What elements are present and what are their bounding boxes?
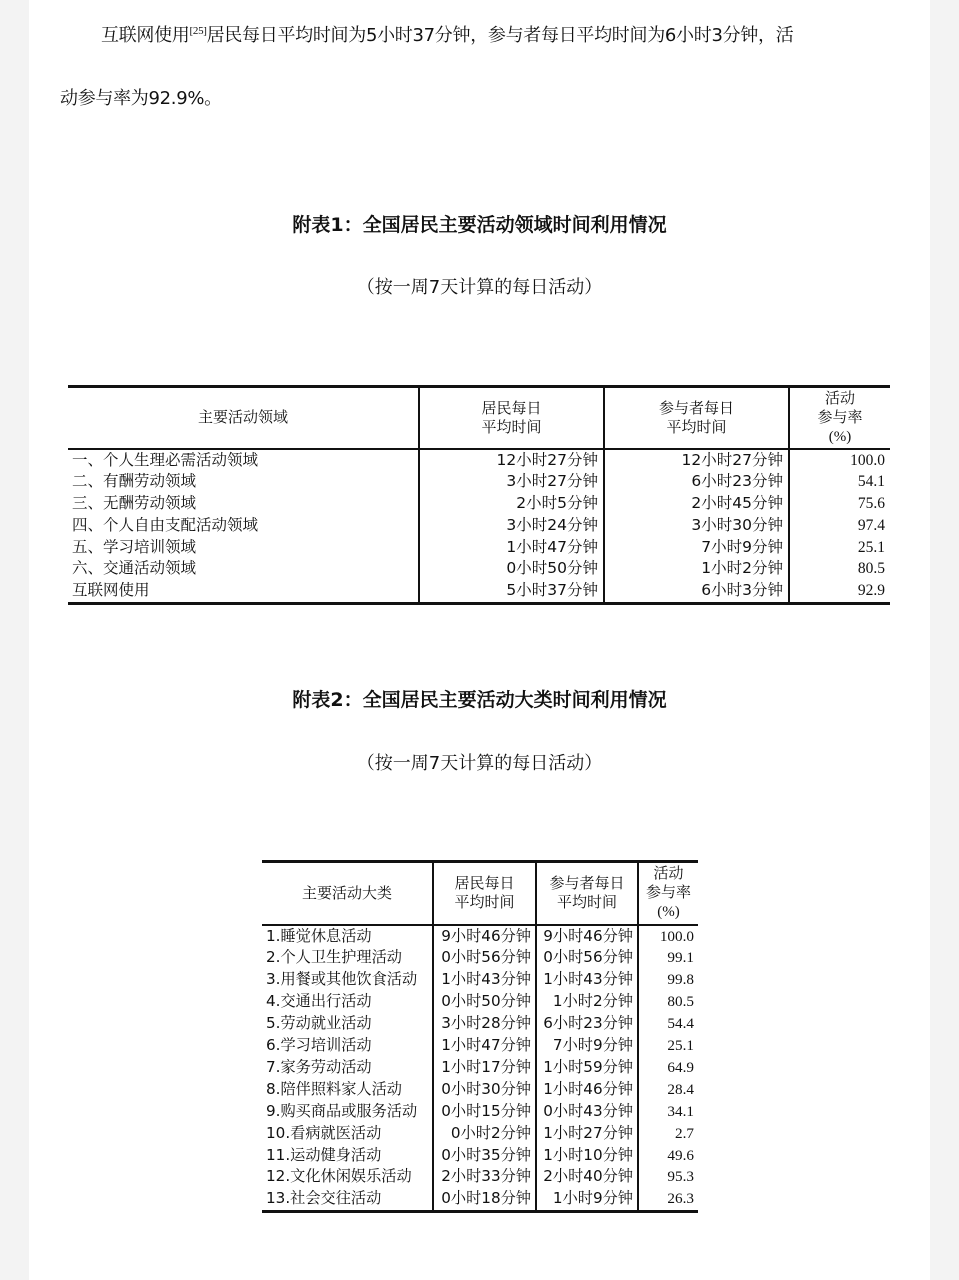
rate-cell: 75.6 — [789, 493, 890, 515]
table2-title: 附表2：全国居民主要活动大类时间利用情况 — [292, 689, 667, 711]
table1-header-rate: 活动 参与率 (%) — [789, 387, 890, 449]
table-row — [262, 969, 698, 991]
table-row — [68, 580, 890, 603]
rate-cell: 100.0 — [638, 925, 698, 948]
participant-avg-cell: 0小时43分钟 — [536, 1101, 638, 1123]
category-cell: 10.看病就医活动 — [266, 1123, 382, 1142]
resident-avg-cell: 0小时50分钟 — [419, 558, 604, 580]
resident-avg-cell: 1小时47分钟 — [433, 1035, 536, 1057]
table-row — [262, 925, 698, 948]
category-cell: 12.文化休闲娱乐活动 — [266, 1167, 412, 1186]
resident-avg-cell: 3小时27分钟 — [419, 471, 604, 493]
table2 — [262, 860, 698, 1213]
rate-cell: 54.1 — [789, 471, 890, 493]
participant-avg-cell: 1小时2分钟 — [604, 558, 789, 580]
paragraph-line-2: 动参与率为92.9%。 — [60, 88, 222, 109]
domain-cell: 互联网使用 — [68, 580, 419, 603]
table-row — [262, 947, 698, 969]
table1-title: 附表1：全国居民主要活动领域时间利用情况 — [292, 214, 667, 236]
category-cell: 9.购买商品或服务活动 — [266, 1101, 418, 1120]
category-cell: 2.个人卫生护理活动 — [266, 948, 402, 967]
table2-header-rate: 活动 参与率 (%) — [638, 862, 698, 925]
resident-avg-cell: 1小时47分钟 — [419, 537, 604, 559]
participant-avg-cell: 7小时9分钟 — [536, 1035, 638, 1057]
participant-avg-cell: 9小时46分钟 — [536, 925, 638, 948]
domain-cell: 三、无酬劳动领域 — [72, 494, 197, 513]
resident-avg-cell: 2小时5分钟 — [419, 493, 604, 515]
participant-avg-cell: 0小时56分钟 — [536, 947, 638, 969]
table2-subtitle: （按一周7天计算的每日活动） — [356, 753, 603, 774]
participant-avg-cell: 2小时45分钟 — [604, 493, 789, 515]
rate-cell: 80.5 — [638, 991, 698, 1013]
participant-avg-cell: 1小时27分钟 — [536, 1123, 638, 1145]
paragraph-text-rest: 居民每日平均时间为5小时37分钟，参与者每日平均时间为6小时3分钟，活 — [206, 25, 794, 46]
table1-header-participant-avg: 参与者每日 平均时间 — [604, 387, 789, 449]
resident-avg-cell: 0小时56分钟 — [433, 947, 536, 969]
participant-avg-cell: 1小时10分钟 — [536, 1145, 638, 1167]
resident-avg-cell: 9小时46分钟 — [433, 925, 536, 948]
participant-avg-cell: 6小时23分钟 — [604, 471, 789, 493]
rate-cell: 100.0 — [789, 449, 890, 472]
resident-avg-cell: 3小时24分钟 — [419, 515, 604, 537]
rate-cell: 92.9 — [789, 580, 890, 603]
rate-cell: 25.1 — [789, 537, 890, 559]
paragraph-text-start: 互联网使用 — [101, 25, 190, 46]
domain-cell: 六、交通活动领域 — [72, 559, 197, 578]
paragraph-line-1 — [101, 22, 947, 45]
rate-cell: 95.3 — [638, 1166, 698, 1188]
rate-cell: 54.4 — [638, 1013, 698, 1035]
resident-avg-cell: 0小时15分钟 — [433, 1101, 536, 1123]
table1-subtitle: （按一周7天计算的每日活动） — [356, 277, 603, 298]
table-row — [68, 537, 890, 559]
category-cell: 8.陪伴照料家人活动 — [266, 1079, 402, 1098]
category-cell: 4.交通出行活动 — [266, 992, 372, 1011]
resident-avg-cell: 0小时35分钟 — [433, 1145, 536, 1167]
resident-avg-cell: 0小时30分钟 — [433, 1079, 536, 1101]
rate-cell: 80.5 — [789, 558, 890, 580]
table-row — [68, 471, 890, 493]
table-row — [262, 1145, 698, 1167]
table1 — [68, 385, 890, 605]
participant-avg-cell: 1小时9分钟 — [536, 1188, 638, 1211]
document-page — [29, 0, 930, 1280]
participant-avg-cell: 1小时46分钟 — [536, 1079, 638, 1101]
table-row — [262, 1013, 698, 1035]
participant-avg-cell: 7小时9分钟 — [604, 537, 789, 559]
table-row — [68, 558, 890, 580]
participant-avg-cell: 1小时2分钟 — [536, 991, 638, 1013]
domain-cell: 五、学习培训领域 — [72, 537, 197, 556]
rate-cell: 64.9 — [638, 1057, 698, 1079]
table2-header-row — [262, 862, 698, 925]
rate-cell: 34.1 — [638, 1101, 698, 1123]
table-row — [262, 991, 698, 1013]
rate-cell: 99.1 — [638, 947, 698, 969]
rate-cell: 28.4 — [638, 1079, 698, 1101]
category-cell: 6.学习培训活动 — [266, 1036, 372, 1055]
resident-avg-cell: 3小时28分钟 — [433, 1013, 536, 1035]
table2-header-category: 主要活动大类 — [301, 883, 392, 902]
table1-header-resident-avg: 居民每日 平均时间 — [419, 387, 604, 449]
resident-avg-cell: 5小时37分钟 — [419, 580, 604, 603]
participant-avg-cell: 12小时27分钟 — [604, 449, 789, 472]
rate-cell: 26.3 — [638, 1188, 698, 1211]
participant-avg-cell: 1小时59分钟 — [536, 1057, 638, 1079]
participant-avg-cell: 2小时40分钟 — [536, 1166, 638, 1188]
domain-cell: 一、个人生理必需活动领域 — [72, 450, 259, 469]
participant-avg-cell: 3小时30分钟 — [604, 515, 789, 537]
table-row — [262, 1035, 698, 1057]
table-row — [262, 1079, 698, 1101]
resident-avg-cell: 2小时33分钟 — [433, 1166, 536, 1188]
rate-cell: 97.4 — [789, 515, 890, 537]
domain-cell: 二、有酬劳动领域 — [72, 472, 197, 491]
table-row — [262, 1057, 698, 1079]
category-cell: 11.运动健身活动 — [266, 1145, 382, 1164]
domain-cell: 四、个人自由支配活动领域 — [72, 515, 259, 534]
table-row — [262, 1123, 698, 1145]
table-row — [262, 1188, 698, 1211]
table1-header-domain: 主要活动领域 — [197, 408, 288, 427]
category-cell: 3.用餐或其他饮食活动 — [266, 970, 418, 989]
rate-cell: 99.8 — [638, 969, 698, 991]
resident-avg-cell: 0小时2分钟 — [433, 1123, 536, 1145]
category-cell: 5.劳动就业活动 — [266, 1014, 372, 1033]
category-cell: 7.家务劳动活动 — [266, 1057, 372, 1076]
participant-avg-cell: 6小时23分钟 — [536, 1013, 638, 1035]
table-row — [262, 1101, 698, 1123]
footnote-reference[interactable]: [25] — [189, 25, 207, 37]
table-row — [68, 449, 890, 472]
resident-avg-cell: 0小时18分钟 — [433, 1188, 536, 1211]
resident-avg-cell: 1小时17分钟 — [433, 1057, 536, 1079]
table-row — [262, 1166, 698, 1188]
rate-cell: 2.7 — [638, 1123, 698, 1145]
table2-header-participant-avg: 参与者每日 平均时间 — [536, 862, 638, 925]
table-row — [68, 493, 890, 515]
resident-avg-cell: 0小时50分钟 — [433, 991, 536, 1013]
table1-header-row — [68, 387, 890, 449]
rate-cell: 49.6 — [638, 1145, 698, 1167]
category-cell: 13.社会交往活动 — [262, 1188, 433, 1211]
participant-avg-cell: 1小时43分钟 — [536, 969, 638, 991]
rate-cell: 25.1 — [638, 1035, 698, 1057]
table2-header-resident-avg: 居民每日 平均时间 — [433, 862, 536, 925]
participant-avg-cell: 6小时3分钟 — [604, 580, 789, 603]
table-row — [68, 515, 890, 537]
resident-avg-cell: 12小时27分钟 — [419, 449, 604, 472]
resident-avg-cell: 1小时43分钟 — [433, 969, 536, 991]
category-cell: 1.睡觉休息活动 — [266, 926, 372, 945]
